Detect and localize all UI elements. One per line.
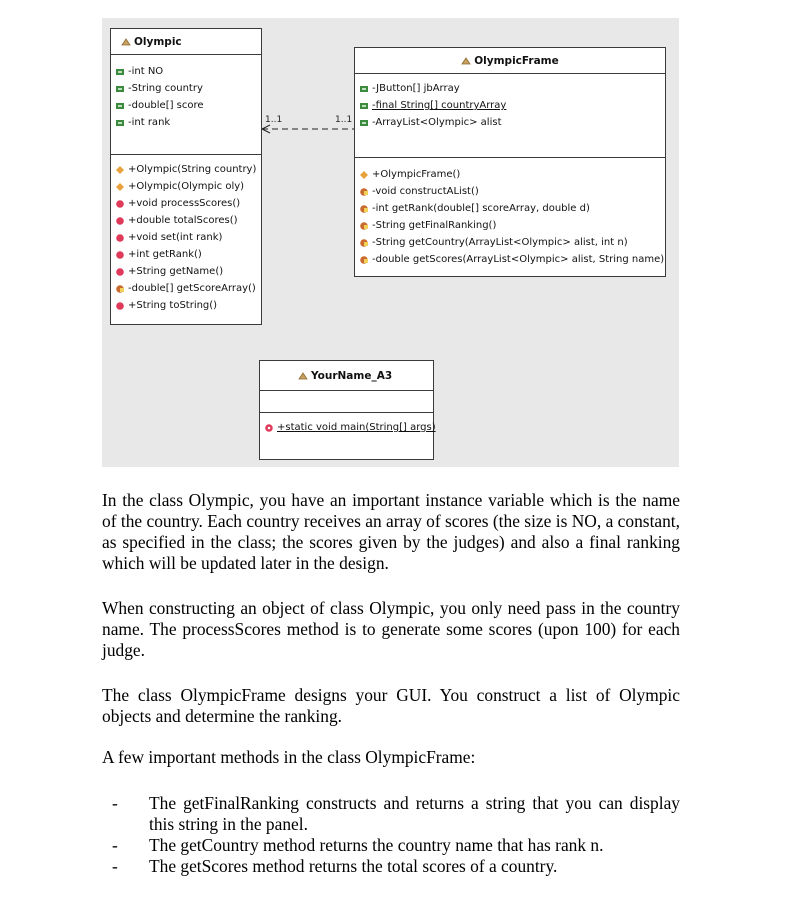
- static-method-icon: [264, 423, 274, 433]
- method-row: [111, 195, 261, 212]
- method-label: -String getFinalRanking(): [372, 220, 497, 231]
- private-method-icon: [359, 204, 369, 214]
- description-paragraph-4: A few important methods in the class OlympicFrame:: [102, 747, 476, 767]
- class-your-name-title: YourName_A3: [311, 369, 393, 382]
- list-item-text: The getScores method returns the total scores of a country.: [149, 856, 558, 876]
- your-name-attributes: [260, 391, 433, 413]
- method-row: [111, 246, 261, 263]
- list-item: - The getCountry method returns the country name that has rank n.: [112, 835, 604, 855]
- class-your-name[interactable]: [259, 360, 434, 460]
- olympic-methods: [111, 155, 261, 314]
- method-bullet-list: [112, 793, 680, 877]
- method-label: +String getName(): [128, 266, 224, 277]
- method-label: +int getRank(): [128, 249, 202, 260]
- your-name-methods: [260, 413, 436, 436]
- olympic-frame-methods: [355, 158, 665, 268]
- attribute-row: [355, 97, 665, 114]
- public-method-icon: [115, 233, 125, 243]
- class-icon: [461, 56, 471, 66]
- field-icon: [115, 84, 125, 94]
- public-method-icon: [115, 199, 125, 209]
- mult-right: 1..1: [335, 115, 353, 125]
- uml-diagram: [102, 18, 679, 467]
- list-item: - The getScores method returns the total scores of a country.: [112, 856, 558, 876]
- attribute-label: -String country: [128, 83, 203, 94]
- public-method-icon: [115, 250, 125, 260]
- class-olympic[interactable]: [110, 28, 262, 325]
- method-row: [355, 234, 665, 251]
- method-label: -double[] getScoreArray(): [128, 283, 256, 294]
- attribute-row: [111, 97, 261, 114]
- attribute-label: -double[] score: [128, 100, 204, 111]
- method-label: +static void main(String[] args): [277, 422, 436, 433]
- method-row: [355, 200, 665, 217]
- constructor-icon: [115, 165, 125, 175]
- description-paragraph-2: When constructing an object of class Olympic, you only need pass in the country name. The processScores method is to generate some scores (upon 100) for each judge.: [102, 598, 680, 660]
- method-row: [111, 212, 261, 229]
- list-item: - The getFinalRanking constructs and returns a string that you can display this string in the panel.: [112, 793, 680, 834]
- attribute-row: [111, 114, 261, 131]
- method-label: +OlympicFrame(): [372, 169, 461, 180]
- method-row: [111, 178, 261, 195]
- method-label: +Olympic(Olympic oly): [128, 181, 245, 192]
- method-row: [111, 161, 261, 178]
- public-method-icon: [115, 216, 125, 226]
- attribute-label: -int NO: [128, 66, 164, 77]
- description-paragraph-1: In the class Olympic, you have an important instance variable which is the name of the country. Each country receives an array of scores (the size is NO, a constant, as specified in the class; the scores given by the judges) and also a final ranking which will be updated later in the design.: [102, 490, 680, 573]
- method-label: +double totalScores(): [128, 215, 238, 226]
- class-icon: [298, 371, 308, 381]
- field-icon: [359, 84, 369, 94]
- constructor-icon: [115, 182, 125, 192]
- method-row: [355, 251, 665, 268]
- method-label: -double getScores(ArrayList<Olympic> alist, String name): [372, 254, 665, 265]
- attribute-label: -int rank: [128, 117, 171, 128]
- method-label: +Olympic(String country): [128, 164, 257, 175]
- method-row: [111, 297, 261, 314]
- public-method-icon: [115, 267, 125, 277]
- method-label: +void set(int rank): [128, 232, 223, 243]
- field-icon: [115, 67, 125, 77]
- class-olympic-frame[interactable]: [354, 47, 666, 277]
- class-olympic-title: Olympic: [134, 35, 182, 48]
- description-paragraph-3: The class OlympicFrame designs your GUI. You construct a list of Olympic objects and determine the ranking.: [102, 685, 680, 726]
- method-row: [111, 280, 261, 297]
- class-icon: [121, 37, 131, 47]
- private-method-icon: [359, 221, 369, 231]
- field-icon: [359, 118, 369, 128]
- field-icon: [115, 101, 125, 111]
- method-row: [355, 166, 665, 183]
- attribute-label: -final String[] countryArray: [372, 100, 507, 111]
- private-method-icon: [359, 187, 369, 197]
- method-row: [355, 183, 665, 200]
- method-label: +String toString(): [128, 300, 218, 311]
- olympic-attributes: [111, 55, 261, 155]
- method-row: [111, 229, 261, 246]
- class-your-name-header: [260, 361, 433, 391]
- attribute-label: -JButton[] jbArray: [372, 83, 460, 94]
- olympic-frame-attributes: [355, 74, 665, 158]
- attribute-row: [111, 80, 261, 97]
- constructor-icon: [359, 170, 369, 180]
- method-label: +void processScores(): [128, 198, 241, 209]
- class-olympic-frame-header: [355, 48, 665, 74]
- method-label: -int getRank(double[] scoreArray, double d): [372, 203, 590, 214]
- attribute-row: [355, 80, 665, 97]
- class-olympic-header: [111, 29, 261, 55]
- method-label: -void constructAList(): [372, 186, 479, 197]
- private-method-icon: [115, 284, 125, 294]
- class-olympic-frame-title: OlympicFrame: [474, 54, 559, 67]
- method-row: [355, 217, 665, 234]
- method-label: -String getCountry(ArrayList<Olympic> alist, int n): [372, 237, 628, 248]
- method-row: [260, 419, 436, 436]
- attribute-label: -ArrayList<Olympic> alist: [372, 117, 502, 128]
- public-method-icon: [115, 301, 125, 311]
- list-item-text: The getCountry method returns the country name that has rank n.: [149, 835, 604, 855]
- list-item-text: The getFinalRanking constructs and returns a string that you can display this string in the panel.: [149, 793, 680, 834]
- method-row: [111, 263, 261, 280]
- mult-left: 1..1: [265, 115, 283, 125]
- private-method-icon: [359, 255, 369, 265]
- field-icon: [359, 101, 369, 111]
- attribute-row: [355, 114, 665, 131]
- private-method-icon: [359, 238, 369, 248]
- field-icon: [115, 118, 125, 128]
- attribute-row: [111, 63, 261, 80]
